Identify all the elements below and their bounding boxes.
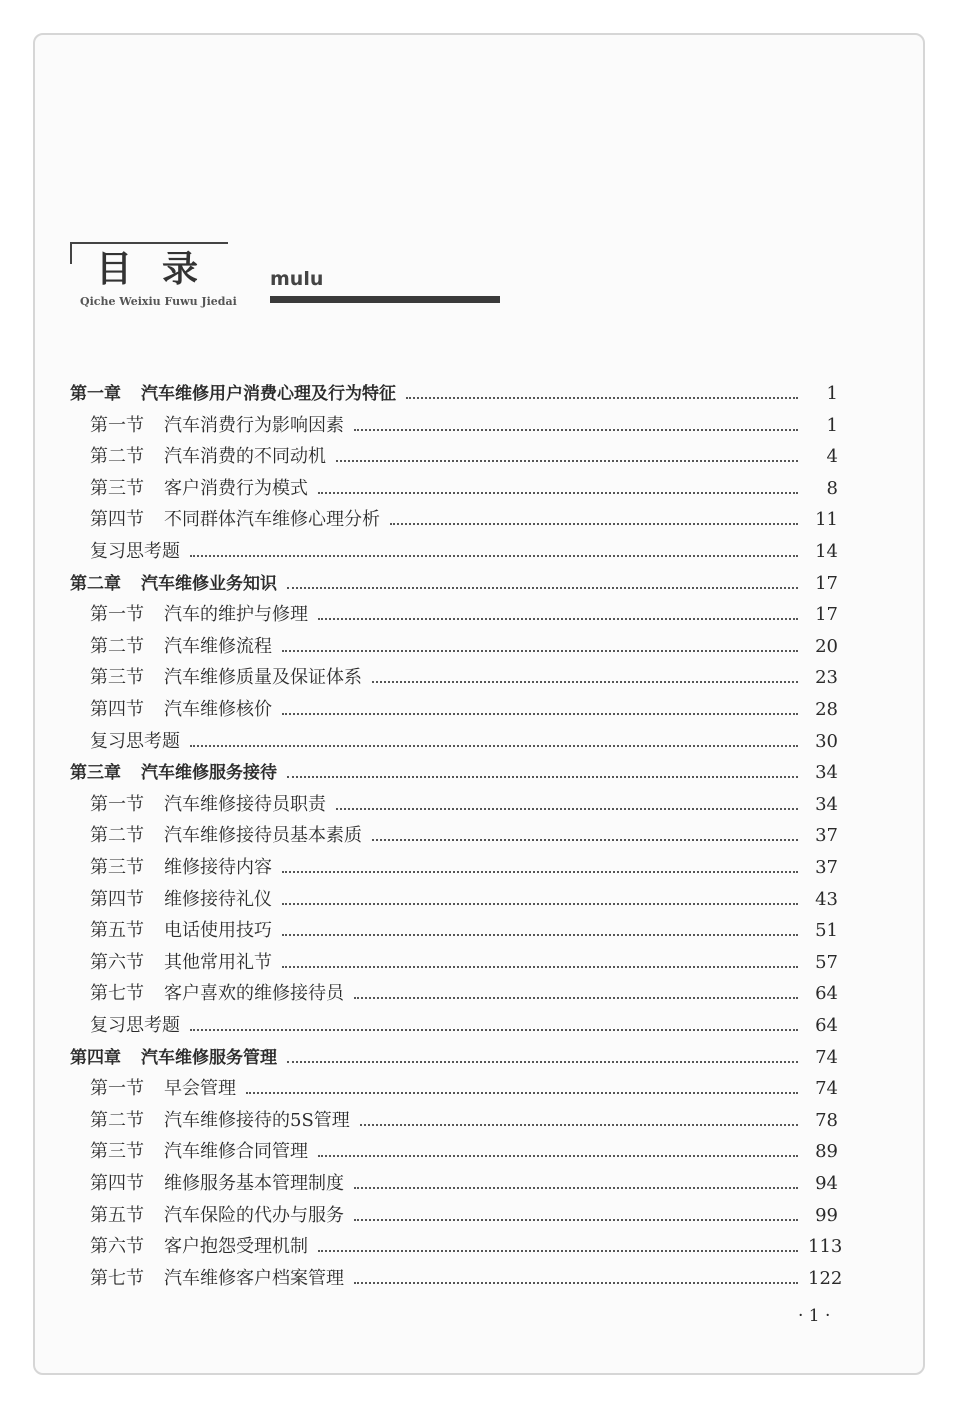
entry-title: 汽车维修接待员基本素质 [164, 825, 362, 847]
header-rule [70, 242, 228, 244]
entry-number: 第七节 [90, 983, 144, 1005]
entry-page: 8 [826, 477, 838, 499]
toc-section [90, 538, 838, 566]
toc-section [90, 1012, 838, 1040]
entry-title: 汽车保险的代办与服务 [164, 1204, 344, 1226]
entry-page: 57 [815, 951, 838, 973]
entry-title: 汽车消费行为影响因素 [164, 414, 344, 436]
toc-section [90, 822, 838, 850]
dot-leader [406, 397, 798, 399]
entry-number: 第三节 [90, 1141, 144, 1163]
entry-number: 第二节 [90, 635, 144, 657]
entry-title: 客户消费行为模式 [164, 477, 308, 499]
entry-page: 20 [815, 635, 838, 657]
entry-number: 第一节 [90, 604, 144, 626]
toc-chapter [70, 1044, 838, 1072]
toc-section [90, 412, 838, 440]
entry-page: 17 [815, 604, 838, 626]
toc-section [90, 601, 838, 629]
toc-section [90, 1107, 838, 1135]
entry-title: 汽车维修服务接待 [141, 763, 277, 784]
dot-leader [336, 460, 798, 462]
entry-title: 汽车维修合同管理 [164, 1141, 308, 1163]
entry-title: 复习思考题 [90, 541, 180, 562]
entry-title: 汽车维修质量及保证体系 [164, 667, 362, 689]
entry-number: 第四节 [90, 699, 144, 720]
toc-section [90, 633, 838, 661]
entry-page: 1 [826, 383, 838, 404]
entry-page: 34 [815, 762, 838, 784]
toc-chapter [70, 570, 838, 598]
dot-leader [282, 966, 798, 968]
entry-title: 不同群体汽车维修心理分析 [164, 509, 380, 531]
toc-chapter [70, 380, 838, 408]
entry-page: 1 [826, 414, 838, 436]
entry-number: 第三节 [90, 857, 144, 878]
toc-section [90, 917, 838, 945]
toc-section [90, 475, 838, 503]
entry-page: 74 [815, 1078, 838, 1100]
toc-section [90, 506, 838, 534]
entry-page: 64 [815, 983, 838, 1005]
entry-number: 第四节 [90, 509, 144, 531]
entry-page: 37 [815, 857, 838, 878]
toc-section [90, 854, 838, 882]
entry-title: 早会管理 [164, 1078, 236, 1100]
toc-section [90, 980, 838, 1008]
entry-number: 第二节 [90, 825, 144, 847]
entry-title: 汽车维修用户消费心理及行为特征 [141, 384, 396, 404]
dot-leader [354, 997, 798, 999]
dot-leader [282, 903, 798, 905]
entry-page: 113 [808, 1236, 843, 1258]
book-pinyin-title: Qiche Weixiu Fuwu Jiedai [80, 295, 237, 308]
entry-page: 4 [826, 446, 838, 468]
entry-page: 99 [815, 1204, 838, 1226]
page-number: · 1 · [798, 1306, 831, 1326]
dot-leader [318, 1250, 798, 1252]
toc-section [90, 664, 838, 692]
entry-page: 30 [815, 730, 838, 752]
entry-page: 78 [815, 1109, 838, 1131]
dot-leader [318, 618, 798, 620]
entry-page: 14 [815, 541, 838, 562]
dot-leader [282, 650, 798, 652]
dot-leader [372, 681, 798, 683]
entry-number: 第三章 [70, 763, 121, 784]
entry-number: 第五节 [90, 1204, 144, 1226]
toc-section [90, 728, 838, 756]
entry-title: 维修接待内容 [164, 857, 272, 878]
toc-chapter [70, 759, 838, 787]
entry-title: 其他常用礼节 [164, 951, 272, 973]
entry-title: 复习思考题 [90, 730, 180, 752]
entry-page: 51 [815, 920, 838, 942]
entry-number: 第四节 [90, 888, 144, 910]
toc-section [90, 1202, 838, 1230]
dot-leader [354, 1282, 798, 1284]
entry-title: 维修服务基本管理制度 [164, 1173, 344, 1194]
dot-leader [246, 1092, 798, 1094]
dot-leader [287, 776, 798, 778]
entry-title: 汽车消费的不同动机 [164, 446, 326, 468]
entry-page: 64 [815, 1015, 838, 1036]
dot-leader [336, 808, 798, 810]
entry-page: 11 [815, 509, 838, 531]
entry-page: 23 [815, 667, 838, 689]
entry-page: 94 [815, 1173, 838, 1194]
entry-title: 汽车维修业务知识 [141, 573, 277, 594]
toc-section [90, 1265, 843, 1293]
dot-leader [354, 1219, 798, 1221]
entry-number: 第七节 [90, 1267, 144, 1289]
entry-number: 第二章 [70, 573, 121, 594]
entry-page: 89 [815, 1141, 838, 1163]
entry-page: 28 [815, 699, 838, 720]
entry-title: 汽车维修服务管理 [141, 1047, 277, 1068]
entry-number: 第一节 [90, 793, 144, 815]
dot-leader [287, 587, 798, 589]
toc-section [90, 696, 838, 724]
dot-leader [360, 1124, 798, 1126]
dot-leader [390, 523, 798, 525]
entry-title: 汽车维修接待员职责 [164, 793, 326, 815]
entry-page: 122 [808, 1267, 843, 1289]
entry-title: 汽车维修接待的5S管理 [164, 1109, 350, 1131]
dot-leader [190, 1029, 798, 1031]
entry-title: 复习思考题 [90, 1015, 180, 1036]
entry-number: 第三节 [90, 667, 144, 689]
toc-section [90, 949, 838, 977]
entry-number: 第二节 [90, 1109, 144, 1131]
entry-number: 第四章 [70, 1047, 121, 1068]
entry-number: 第一章 [70, 384, 121, 404]
entry-title: 汽车维修核价 [164, 699, 272, 720]
dot-leader [282, 713, 798, 715]
entry-title: 维修接待礼仪 [164, 888, 272, 910]
dot-leader [190, 745, 798, 747]
entry-page: 37 [815, 825, 838, 847]
toc-section [90, 886, 838, 914]
toc-section [90, 1138, 838, 1166]
header-rule-vertical [70, 242, 72, 264]
entry-number: 第一节 [90, 414, 144, 436]
entry-number: 第六节 [90, 1236, 144, 1258]
entry-number: 第二节 [90, 446, 144, 468]
entry-title: 电话使用技巧 [164, 920, 272, 942]
dot-leader [354, 1187, 798, 1189]
entry-title: 客户抱怨受理机制 [164, 1236, 308, 1258]
toc-section [90, 1075, 838, 1103]
entry-title: 汽车维修客户档案管理 [164, 1267, 344, 1289]
toc-section [90, 791, 838, 819]
toc-section [90, 1233, 843, 1261]
toc-section [90, 1170, 838, 1198]
entry-number: 第四节 [90, 1173, 144, 1194]
toc-section [90, 443, 838, 471]
page-title: 目录 [96, 249, 229, 290]
dot-leader [372, 839, 798, 841]
entry-page: 17 [815, 572, 838, 594]
dot-leader [282, 871, 798, 873]
entry-page: 74 [815, 1046, 838, 1068]
dot-leader [318, 1155, 798, 1157]
dot-leader [282, 934, 798, 936]
entry-title: 客户喜欢的维修接待员 [164, 983, 344, 1005]
dot-leader [318, 492, 798, 494]
dot-leader [354, 429, 798, 431]
dot-leader [287, 1061, 798, 1063]
entry-number: 第三节 [90, 477, 144, 499]
entry-title: 汽车的维护与修理 [164, 604, 308, 626]
entry-page: 34 [815, 793, 838, 815]
entry-page: 43 [815, 888, 838, 910]
entry-number: 第一节 [90, 1078, 144, 1100]
entry-number: 第五节 [90, 920, 144, 942]
page-subtitle: mulu [270, 268, 324, 290]
entry-title: 汽车维修流程 [164, 635, 272, 657]
header-bar [270, 296, 500, 303]
dot-leader [190, 555, 798, 557]
entry-number: 第六节 [90, 951, 144, 973]
